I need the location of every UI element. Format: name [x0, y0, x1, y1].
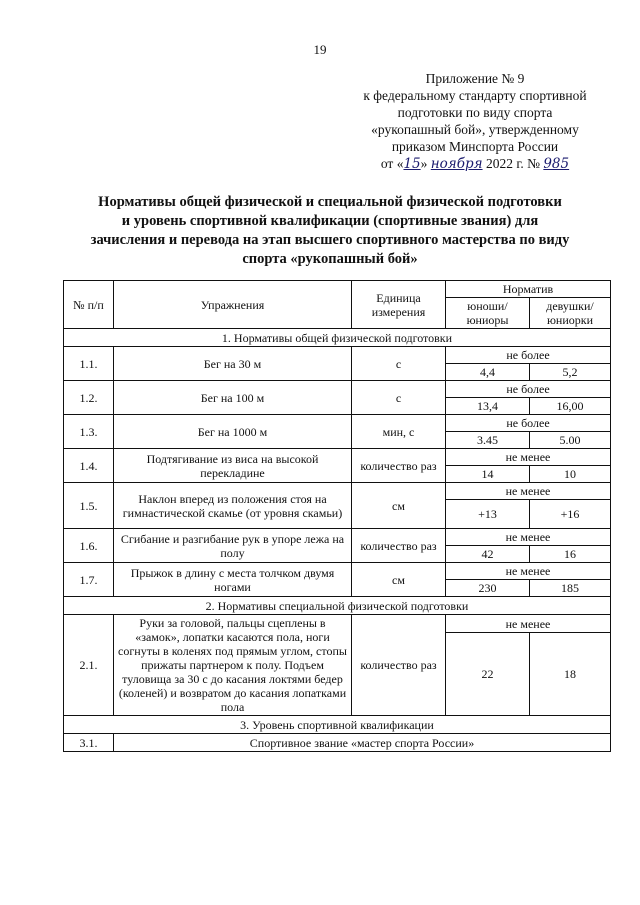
row-num: 2.1. — [64, 615, 114, 716]
row-boys: 3.45 — [446, 432, 530, 449]
row-condition: не менее — [446, 615, 611, 633]
appendix-line: приказом Минспорта России — [391, 139, 559, 154]
title-line: зачисления и перевода на этап высшего спортивного мастерства по виду — [90, 232, 570, 248]
table-row — [64, 734, 611, 752]
row-boys: +13 — [446, 500, 530, 529]
row-unit: см — [352, 483, 446, 529]
order-line — [340, 155, 610, 173]
header-exercise: Упражнения — [114, 281, 352, 329]
header-boys: юноши/ юниоры — [446, 298, 530, 329]
order-day: 15 — [403, 156, 421, 172]
row-exercise: Прыжок в длину с места толчком двумя ногами — [114, 563, 352, 597]
row-girls: 5.00 — [530, 432, 611, 449]
row-condition: не более — [446, 347, 611, 364]
order-number: 985 — [543, 156, 570, 172]
header-unit: Единица измерения — [352, 281, 446, 329]
row-exercise: Наклон вперед из положения стоя на гимнастической скамье (от уровня скамьи) — [114, 483, 352, 529]
row-girls: 185 — [530, 580, 611, 597]
row-unit: мин, с — [352, 415, 446, 449]
section-title: 2. Нормативы специальной физической подготовки — [64, 597, 611, 615]
header-girls: девушки/ юниорки — [530, 298, 611, 329]
row-boys: 22 — [446, 633, 530, 716]
row-num: 1.7. — [64, 563, 114, 597]
row-boys: 4,4 — [446, 364, 530, 381]
row-girls: 5,2 — [530, 364, 611, 381]
page-number: 19 — [313, 42, 327, 57]
order-mid: » — [420, 156, 431, 171]
row-condition: не более — [446, 415, 611, 432]
appendix-line: подготовки по виду спорта — [397, 105, 553, 120]
table-row — [64, 415, 611, 432]
row-unit: количество раз — [352, 529, 446, 563]
row-boys: 14 — [446, 466, 530, 483]
row-num: 3.1. — [64, 734, 114, 752]
table-row — [64, 529, 611, 546]
appendix-line: к федеральному стандарту спортивной — [363, 88, 587, 103]
row-unit: количество раз — [352, 449, 446, 483]
row-boys: 42 — [446, 546, 530, 563]
row-exercise: Подтягивание из виса на высокой перекладине — [114, 449, 352, 483]
row-girls: 18 — [530, 633, 611, 716]
table-row — [64, 563, 611, 580]
title-line: спорта «рукопашный бой» — [242, 251, 418, 267]
row-boys: 230 — [446, 580, 530, 597]
row-num: 1.2. — [64, 381, 114, 415]
order-prefix: от « — [380, 156, 404, 171]
row-unit: см — [352, 563, 446, 597]
table-header-row — [64, 281, 611, 298]
title-line: и уровень спортивной квалификации (спортивные звания) для — [121, 213, 539, 229]
row-girls: 16,00 — [530, 398, 611, 415]
table-row — [64, 615, 611, 633]
row-condition: не более — [446, 381, 611, 398]
table-row — [64, 347, 611, 364]
document-title — [60, 193, 600, 269]
table-row — [64, 381, 611, 398]
row-exercise: Бег на 100 м — [114, 381, 352, 415]
row-condition: не менее — [446, 483, 611, 500]
row-girls: 10 — [530, 466, 611, 483]
section-row — [64, 329, 611, 347]
row-boys: 13,4 — [446, 398, 530, 415]
appendix-block — [340, 70, 610, 173]
row-exercise: Руки за головой, пальцы сцеплены в «замок», лопатки касаются пола, ноги согнуты в коленях под прямым углом, стопы прижаты партнером к полу. Подъем туловища за 30 с до касания локтями бедер (коленей) и возвратом до касания лопатками пола — [114, 615, 352, 716]
row-unit: количество раз — [352, 615, 446, 716]
row-girls: 16 — [530, 546, 611, 563]
rank-title: Спортивное звание «мастер спорта России» — [114, 734, 611, 752]
section-row — [64, 597, 611, 615]
table-row — [64, 483, 611, 500]
row-num: 1.3. — [64, 415, 114, 449]
row-condition: не менее — [446, 563, 611, 580]
section-row — [64, 716, 611, 734]
appendix-line: «рукопашный бой», утвержденному — [371, 122, 579, 137]
row-condition: не менее — [446, 449, 611, 466]
row-num: 1.6. — [64, 529, 114, 563]
row-exercise: Бег на 30 м — [114, 347, 352, 381]
row-num: 1.1. — [64, 347, 114, 381]
section-title: 3. Уровень спортивной квалификации — [64, 716, 611, 734]
row-exercise: Бег на 1000 м — [114, 415, 352, 449]
section-title: 1. Нормативы общей физической подготовки — [64, 329, 611, 347]
row-unit: с — [352, 347, 446, 381]
row-num: 1.5. — [64, 483, 114, 529]
row-num: 1.4. — [64, 449, 114, 483]
header-norm: Норматив — [446, 281, 611, 298]
row-exercise: Сгибание и разгибание рук в упоре лежа на полу — [114, 529, 352, 563]
table-row — [64, 449, 611, 466]
row-unit: с — [352, 381, 446, 415]
appendix-line: Приложение № 9 — [425, 71, 525, 86]
header-num: № п/п — [64, 281, 114, 329]
title-line: Нормативы общей физической и специальной физической подготовки — [98, 194, 562, 210]
row-girls: +16 — [530, 500, 611, 529]
row-condition: не менее — [446, 529, 611, 546]
order-month: ноября — [430, 156, 483, 172]
norms-table — [63, 280, 611, 752]
order-year: 2022 г. № — [482, 156, 544, 171]
